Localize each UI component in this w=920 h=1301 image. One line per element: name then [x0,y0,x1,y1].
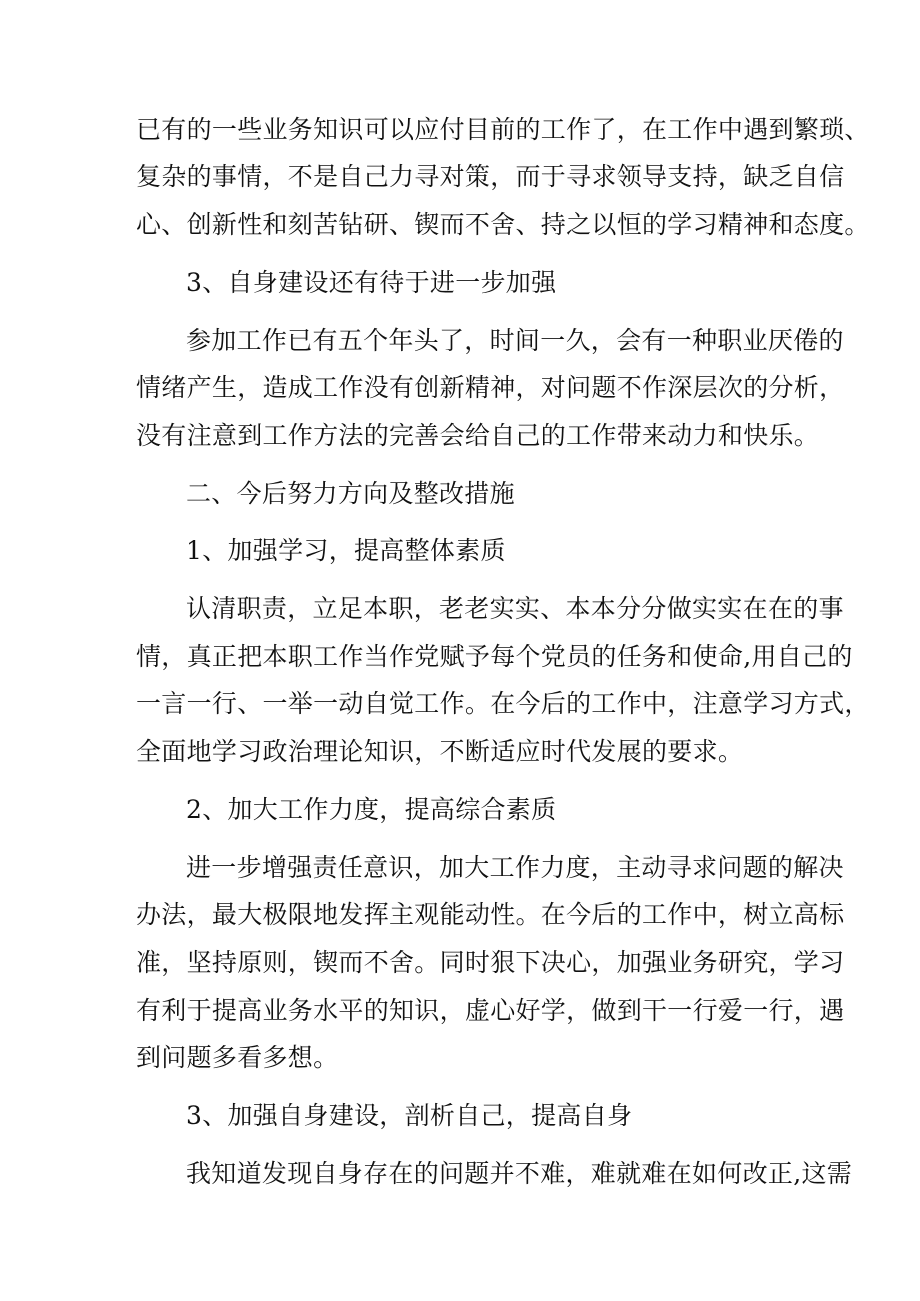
paragraph-line: 复杂的事情，不是自己力寻对策，而于寻求领导支持，缺乏自信 [136,162,845,191]
paragraph-line: 心、创新性和刻苦钻研、锲而不舍、持之以恒的学习精神和态度。 [136,210,870,239]
paragraph-line: 全面地学习政治理论知识，不断适应时代发展的要求。 [136,737,744,766]
paragraph-line: 我知道发现自身存在的问题并不难，难就难在如何改正,这需 [186,1159,853,1188]
section-heading: 二、今后努力方向及整改措施 [186,479,515,508]
paragraph-line: 办法，最大极限地发挥主观能动性。在今后的工作中，树立高标 [136,900,845,929]
paragraph-line: 一言一行、一举一动自觉工作。在今后的工作中，注意学习方式， [136,689,870,718]
paragraph-line: 情绪产生，造成工作没有创新精神，对问题不作深层次的分析， [136,373,845,402]
paragraph-line: 已有的一些业务知识可以应付目前的工作了，在工作中遇到繁琐、 [136,115,870,144]
paragraph-line: 情，真正把本职工作当作党赋予每个党员的任务和使命,用自己的 [136,642,853,671]
paragraph-line: 参加工作已有五个年头了，时间一久，会有一种职业厌倦的 [186,326,844,355]
paragraph-line: 进一步增强责任意识，加大工作力度，主动寻求问题的解决 [186,853,844,882]
section-heading: 2、加大工作力度，提高综合素质 [186,795,557,824]
paragraph-line: 到问题多看多想。 [136,1043,339,1072]
section-heading: 1、加强学习，提高整体素质 [186,536,506,565]
paragraph-line: 准，坚持原则，锲而不舍。同时狠下决心，加强业务研究，学习 [136,948,845,977]
paragraph-line: 没有注意到工作方法的完善会给自己的工作带来动力和快乐。 [136,421,820,450]
section-heading: 3、自身建设还有待于进一步加强 [186,268,557,297]
paragraph-line: 认清职责，立足本职，老老实实、本本分分做实实在在的事 [186,594,844,623]
paragraph-line: 有利于提高业务水平的知识，虚心好学，做到干一行爱一行，遇 [136,996,845,1025]
section-heading: 3、加强自身建设，剖析自己，提高自身 [186,1101,633,1130]
